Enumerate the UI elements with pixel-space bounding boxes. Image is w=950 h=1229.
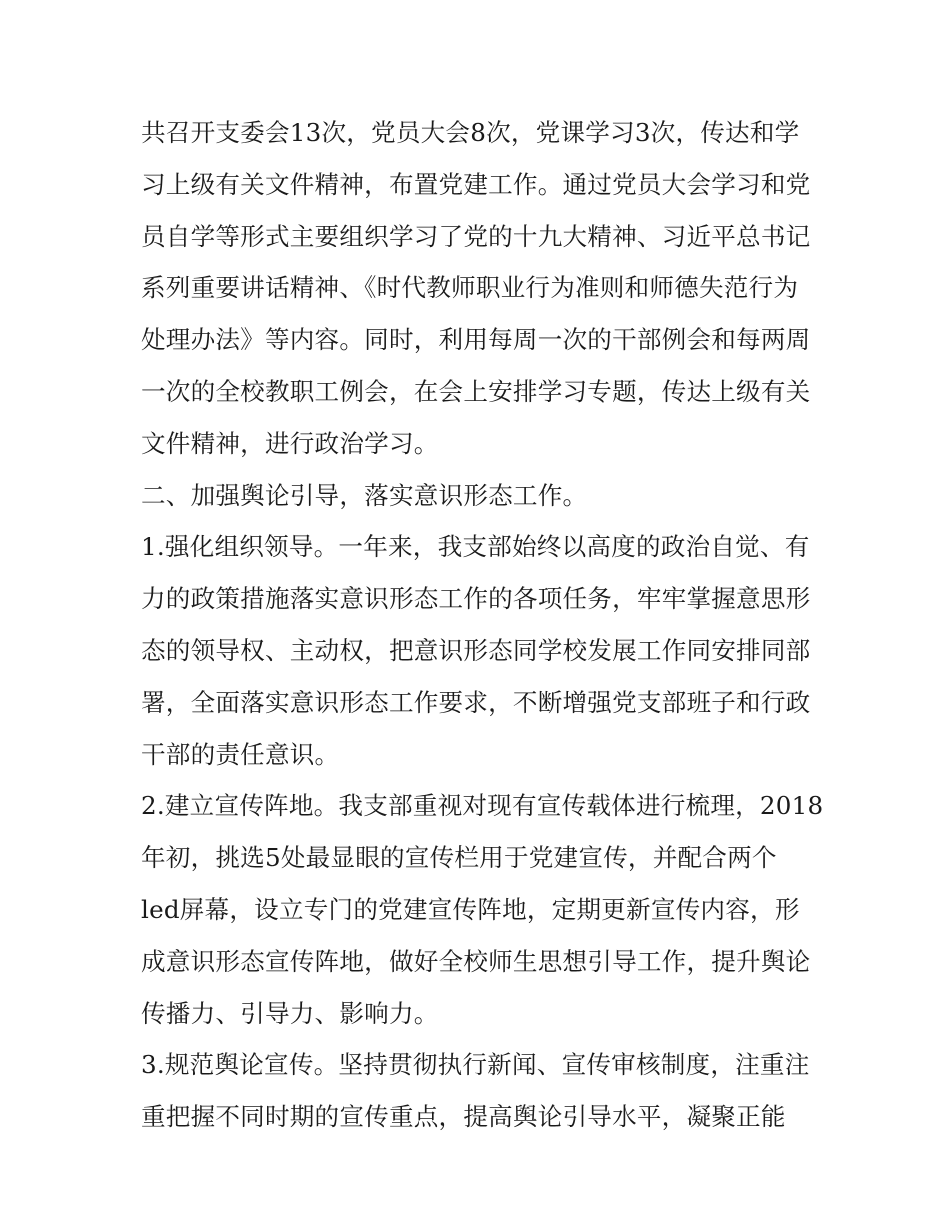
text-line: 力的政策措施落实意识形态工作的各项任务，牢牢掌握意思形 <box>141 584 811 614</box>
text-line: 一次的全校教职工例会，在会上安排学习专题，传达上级有关 <box>141 376 811 406</box>
text-line: 干部的责任意识。 <box>141 739 340 769</box>
section-heading: 二、加强舆论引导，落实意识形态工作。 <box>141 480 588 510</box>
text-line: 年初，挑选5处最显眼的宣传栏用于党建宣传，并配合两个 <box>141 843 777 873</box>
text-line: 2.建立宣传阵地。我支部重视对现有宣传载体进行梳理，2018 <box>141 791 824 821</box>
text-line: 传播力、引导力、影响力。 <box>141 998 439 1028</box>
document-body <box>141 107 824 1143</box>
text-line: led屏幕，设立专门的党建宣传阵地，定期更新宣传内容，形 <box>141 894 800 924</box>
text-line: 习上级有关文件精神，布置党建工作。通过党员大会学习和党 <box>141 169 811 199</box>
text-line: 系列重要讲话精神、《时代教师职业行为准则和师德失范行为 <box>141 273 799 303</box>
text-line: 态的领导权、主动权，把意识形态同学校发展工作同安排同部 <box>141 635 811 665</box>
text-line: 员自学等形式主要组织学习了党的十九大精神、习近平总书记 <box>141 221 811 251</box>
text-line: 文件精神，进行政治学习。 <box>141 428 439 458</box>
text-line: 3.规范舆论宣传。坚持贯彻执行新闻、宣传审核制度，注重注 <box>141 1050 810 1080</box>
text-line: 成意识形态宣传阵地，做好全校师生思想引导工作，提升舆论 <box>141 946 811 976</box>
text-line: 署，全面落实意识形态工作要求，不断增强党支部班子和行政 <box>141 687 811 717</box>
text-line: 重把握不同时期的宣传重点，提高舆论引导水平，凝聚正能 <box>141 1102 786 1132</box>
text-line: 共召开支委会13次，党员大会8次，党课学习3次，传达和学 <box>141 118 800 147</box>
text-line: 处理办法》等内容。同时，利用每周一次的干部例会和每两周 <box>141 325 811 355</box>
text-line: 1.强化组织领导。一年来，我支部始终以高度的政治自觉、有 <box>141 532 810 562</box>
